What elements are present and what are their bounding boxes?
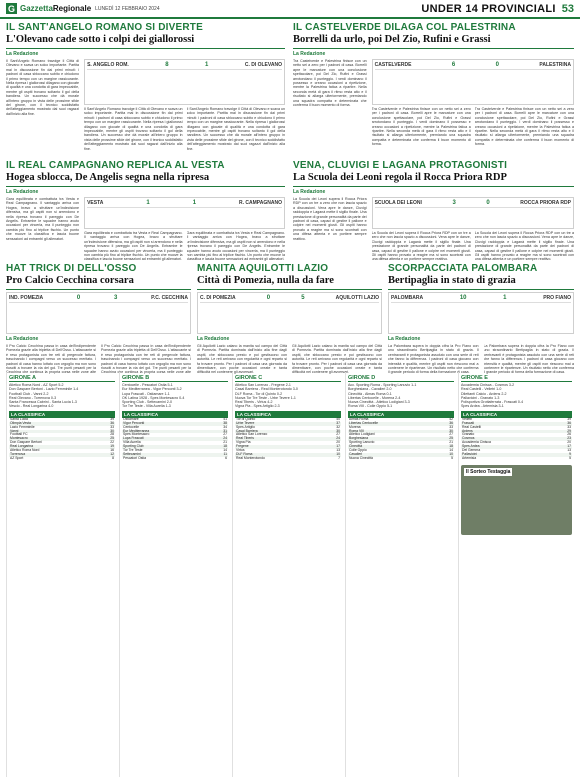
team-points: 37: [336, 420, 340, 425]
article-body: Gli Aquilotti Lazio calano la manita sul campo del Città di Pomezia. Partita dominata dall'inizio alla fine dagli ospiti, che sbloccano presto e poi gestiscono con autorità. Le reti arrivano con regolarità e ogni reparto si fa trovare pronto. Per i padroni di casa una giornata da dimenticare, con poche occasioni create e tanta difficoltà nel contenere gli avversari.: [197, 344, 287, 374]
article-author: La Redazione: [6, 189, 39, 195]
team-points: 29: [567, 428, 571, 433]
match-box: [6, 292, 191, 334]
masthead-logo[interactable]: [6, 3, 91, 14]
girone-title: GIRONE E: [461, 375, 572, 382]
team-points: 32: [336, 424, 340, 429]
team-points: 36: [110, 420, 114, 425]
article-kicker: IL CASTELVERDE DILAGA COL PALESTRINA: [293, 22, 516, 33]
result-line: Eur Mediterranea - Vigor Perconti 3-2: [122, 387, 182, 392]
team-points: 7: [338, 455, 340, 460]
home-team: IND. POMEZIA: [9, 295, 44, 301]
result-line: Libertas Centocelle - Morena 2-4: [348, 395, 401, 400]
standings-table: [348, 418, 454, 461]
team-points: 30: [110, 428, 114, 433]
home-score: 1: [146, 200, 150, 206]
away-score: 1: [205, 62, 209, 68]
article-title: Hogea sblocca, De Angelis segna nella ripresa: [6, 172, 210, 183]
team-name: Ardens: [462, 428, 473, 433]
team-points: 39: [110, 416, 114, 421]
article-body: Il Pro Calcio Cecchina passa in casa dell'Indipendente Pomezia grazie alla tripletta di Dell'Osso. L'attaccante si è reso protagonista con tre reti di pregevole fattura, trascinando i compagni verso un successo meritato. I padroni di casa hanno lottato con orgoglio ma non sono riusciti a trovare la via del gol. Tre punti pesanti per la Cecchina che continua la propria corsa nelle zone alte: [6, 344, 96, 374]
team-name: Artemisia: [462, 455, 477, 460]
girone-panel-b: [119, 372, 230, 777]
article-kicker: SCORPACCIATA PALOMBARA: [388, 263, 538, 274]
article-scuola-leoni: [293, 160, 574, 261]
team-name: Urbe Tevere: [236, 420, 255, 425]
standings-table: [122, 418, 228, 461]
team-name: Santa Lucia: [10, 416, 28, 421]
away-team: ROCCA PRIORA RDP: [520, 200, 571, 206]
team-points: 30: [449, 428, 453, 433]
team-name: Spes Ardea: [462, 444, 480, 449]
away-score: 3: [114, 295, 118, 301]
team-name: Lupa Frascati: [123, 436, 144, 441]
team-name: Almas Roma: [349, 416, 369, 421]
logo-text-2: Regionale: [52, 4, 92, 13]
home-team: SCUOLA DEI LEONI: [374, 200, 422, 206]
article-title: Borrelli da urlo, poi Del Zio, Rufini e Grassi: [293, 34, 491, 45]
team-name: Tor di Quinto: [236, 416, 256, 421]
away-score: 0: [486, 200, 490, 206]
result-line: OK Latina 1928 - Spes Montesacro 0-4: [122, 395, 185, 400]
article-author: La Redazione: [388, 336, 421, 342]
team-points: 25: [110, 436, 114, 441]
table-row: [235, 457, 341, 461]
team-points: 39: [567, 416, 571, 421]
article-vesta: [6, 160, 285, 261]
team-name: Libertas Centocelle: [349, 420, 379, 425]
team-name: Settecamini: [123, 451, 141, 456]
team-points: 25: [449, 436, 453, 441]
team-name: Football FC: [10, 432, 28, 437]
result-line: Don Gaspare Bertoni - Lazio Femminile 1-4: [9, 387, 79, 392]
article-body: Tra Castelverde e Palestrina finisce con un netto sei a zero per i padroni di casa. Borrelli apre le marcature con una conclusione spettacolare, poi Del Zio, Rufini e Grassi arrotondano il punteggio. I verdi dominano il possesso e creano occasioni a ripetizione, mentre la Palestrina fatica a ripartire. Nella seconda metà di gara il ritmo resta alto e il risultato si allarga ulteriormente, premiando una squadra compatta e determinata che conferma il buon momento di forma.: [293, 59, 367, 108]
team-name: Atletico San Lorenzo: [236, 432, 268, 437]
team-points: 31: [223, 428, 227, 433]
article-author: La Redazione: [197, 336, 230, 342]
home-score: 10: [459, 295, 467, 301]
standings-header: LA CLASSIFICA: [122, 411, 228, 418]
team-name: Torrenova: [10, 451, 26, 456]
team-points: 20: [567, 440, 571, 445]
team-points: 20: [336, 440, 340, 445]
team-points: 13: [567, 448, 571, 453]
team-points: 10: [449, 451, 453, 456]
article-author: La Redazione: [293, 51, 326, 57]
team-points: 21: [223, 440, 227, 445]
logo-text: Gazzetta: [20, 4, 53, 13]
home-team: S. ANGELO ROM.: [87, 62, 129, 68]
team-points: 27: [223, 432, 227, 437]
team-name: Cosmos: [462, 436, 475, 441]
article-body-2: Il Pro Calcio Cecchina passa in casa dell'Indipendente Pomezia grazie alla tripletta di Dell'Osso. L'attaccante si è reso protagonista con tre reti di pregevole fattura, trascinando i compagni verso un successo meritato. I padroni di casa hanno lottato con orgoglio ma non sono riusciti a trovare la via del gol. Tre punti pesanti per la Cecchina che continua la propria corsa nelle zone alte: [101, 344, 191, 374]
article-kicker: VENA, CLUVIGI E LAGANÀ PROTAGONISTI: [293, 160, 508, 171]
article-title: Città di Pomezia, nulla da fare: [197, 275, 334, 286]
article-title: Bertipaglia in stato di grazia: [388, 275, 516, 286]
team-points: 17: [336, 444, 340, 449]
article-sant-angelo: [6, 22, 285, 156]
article-body-3: La Scuola dei Leoni supera il Rocca Priora RDP con un tre a zero che non lascia spazio a discussioni. Vena apre le danze, Cluvigi raddoppia e Laganà mette il sigillo finale. Una prestazione di grande personalità da parte dei padroni di casa, capaci di gestire il pallone e colpire nei momenti giusti. Gli ospiti hanno provato a reagire ma si sono scontrati con una difesa attenta e un portiere sempre reattivo.: [474, 231, 574, 261]
article-kicker: IL SANT'ANGELO ROMANO SI DIVERTE: [6, 22, 203, 33]
results-list: [235, 383, 341, 409]
article-aquilotti: [197, 263, 382, 374]
result-line: Sporting Club - Settecamini 2-0: [122, 400, 172, 405]
team-points: 22: [110, 440, 114, 445]
home-team: C. DI POMEZIA: [200, 295, 236, 301]
team-name: Real Tiberis: [236, 436, 254, 441]
result-line: Polisportiva Grottaferrata - Frascati 0-4: [461, 400, 524, 405]
team-name: Centocelle: [123, 424, 140, 429]
result-line: Atletico Roma Nord - AZ Sport 5-2: [9, 383, 64, 387]
article-title: L'Olevano cade sotto i colpi dei giallorossi: [6, 34, 195, 45]
article-body-2: Gli Aquilotti Lazio calano la manita sul campo del Città di Pomezia. Partita dominata dall'inizio alla fine dagli ospiti, che sbloccano presto e poi gestiscono con autorità. Le reti arrivano con regolarità e ogni reparto si fa trovare pronto. Per i padroni di casa una giornata da dimenticare, con poche occasioni create e tanta difficoltà nel contenere gli avversari.: [292, 344, 382, 374]
team-points: 11: [223, 451, 227, 456]
standings-header: LA CLASSIFICA: [9, 411, 115, 418]
home-score: 0: [266, 295, 271, 301]
team-name: Cavalieri: [349, 451, 363, 456]
standings-table: [235, 418, 341, 461]
table-row: [461, 457, 572, 461]
standings-header: LA CLASSIFICA: [348, 411, 454, 418]
standings-table: [461, 418, 572, 461]
article-body-2: Tra Castelverde e Palestrina finisce con un netto sei a zero per i padroni di casa. Borrelli apre le marcature con una conclusione spettacolare, poi Del Zio, Rufini e Grassi arrotondano il punteggio. I verdi dominano il possesso e creano occasioni a ripetizione, mentre la Palestrina fatica a ripartire. Nella seconda metà di gara il ritmo resta alto e il risultato si allarga ulteriormente, premiando una squadra compatta e determinata che conferma il buon momento di forma.: [371, 107, 471, 147]
team-name: Nuova Cinecittà: [349, 455, 373, 460]
away-team: PALESTRINA: [539, 62, 571, 68]
team-name: Accademia Cinisca: [462, 440, 491, 445]
match-box: [84, 197, 285, 229]
team-points: 41: [223, 416, 227, 421]
team-points: 8: [112, 455, 114, 460]
article-palombara: [388, 263, 574, 374]
team-name: Olimpia Vesta: [10, 420, 31, 425]
away-team: R. CAMPAGNANO: [239, 200, 282, 206]
girone-title: GIRONE D: [348, 375, 454, 382]
result-line: Nuova Cinecittà - Atletico Lodigiani 3-3: [348, 400, 410, 405]
team-name: Spes Montesacro: [123, 432, 150, 437]
team-name: Pescatori Ostia: [123, 455, 146, 460]
result-line: Real Olevano - Torrenova 0-3: [9, 395, 57, 400]
home-team: VESTA: [87, 200, 104, 206]
results-list: [9, 383, 115, 409]
team-points: 27: [449, 432, 453, 437]
photo-caption: Il Sorteo Testaggia: [466, 468, 511, 475]
team-name: Roma VIII: [349, 428, 365, 433]
team-name: Cinecittà: [349, 444, 363, 449]
team-points: 24: [336, 436, 340, 441]
match-box: [197, 292, 382, 334]
article-kicker: IL REAL CAMPAGNANO REPLICA AL VESTA: [6, 160, 225, 171]
result-line: Roma VIII - Colle Oppio 5-1: [348, 404, 393, 409]
team-name: Spes Artiglio: [236, 424, 255, 429]
team-points: 28: [110, 432, 114, 437]
team-points: 33: [449, 424, 453, 429]
girone-title: GIRONE A: [9, 375, 115, 382]
article-body: La Palombara supera in doppia cifra la Pro Fiano con uno straordinario Bertipaglia in stato di grazia. Il centravanti è protagonista assoluto con una serie di reti che fanno la differenza. I padroni di casa giocano con intensità e qualità, mentre gli ospiti non riescono mai a contenere le ripartenze. Un risultato netto che conferma il grande periodo di forma della formazione di casa.: [388, 344, 479, 374]
result-line: Casal Barriera - Real Monterotondo 3-0: [235, 387, 298, 392]
team-points: 9: [569, 451, 571, 456]
result-line: Centocelle - Pescatori Ostia 5-1: [122, 383, 173, 387]
team-name: Virtus: [236, 448, 245, 453]
away-score: 0: [495, 62, 499, 68]
girone-title: GIRONE B: [122, 375, 228, 382]
result-line: Spes Ardea - Artemisia 3-1: [461, 404, 504, 409]
article-author: La Redazione: [293, 189, 326, 195]
team-name: Ostiamare: [123, 416, 139, 421]
home-team: CASTELVERDE: [374, 62, 412, 68]
girone-panel-d: [345, 372, 456, 777]
result-line: Vescio - Real Longarina 4-0: [9, 404, 54, 409]
away-team: C. DI OLEVANO: [244, 62, 282, 68]
issue-date: LUNEDÌ 12 FEBBRAIO 2024: [95, 5, 160, 12]
article-author: La Redazione: [6, 336, 39, 342]
result-line: Atletico San Lorenzo - Fregene 2-1: [235, 383, 291, 387]
result-line: Dilettanti Calcio - Ardens 2-2: [461, 391, 507, 396]
result-line: Pallavicini - Granato 1-3: [461, 395, 500, 400]
results-list: [461, 383, 572, 409]
team-points: 40: [336, 416, 340, 421]
home-team: PALOMBARA: [391, 295, 424, 301]
team-name: Del Gemma: [462, 448, 481, 453]
article-kicker: HAT TRICK DI DELL'OSSO: [6, 263, 137, 274]
girone-title: GIRONE C: [235, 375, 341, 382]
team-points: 33: [110, 424, 114, 429]
away-team: PRO FIANO: [543, 295, 571, 301]
team-points: 24: [223, 436, 227, 441]
result-line: Real Castelli - Velletri 1-0: [461, 387, 502, 392]
article-castelverde: [293, 22, 574, 156]
result-line: Cinecittà - Almas Roma 0-1: [348, 391, 392, 396]
article-body: La Scuola dei Leoni supera il Rocca Priora RDP con un tre a zero che non lascia spazio a discussioni. Vena apre le danze, Cluvigi raddoppia e Laganà mette il sigillo finale. Una prestazione di grande personalità da parte dei padroni di casa, capaci di gestire il pallone e colpire nei momenti giusti. Gli ospiti hanno provato a reagire ma si sono scontrati con una difesa attenta e un portiere sempre reattivo.: [293, 197, 367, 241]
girone-panel-a: [6, 372, 117, 777]
table-row: [9, 457, 115, 461]
result-line: Real Tiberis - Virtus 4-2: [235, 400, 273, 405]
result-line: Lupa Frascati - Ostiamare 1-1: [122, 391, 170, 396]
home-score: 8: [165, 62, 169, 68]
girone-panel-c: [232, 372, 343, 777]
team-name: Montesacro: [10, 436, 28, 441]
team-name: Morena: [349, 424, 361, 429]
team-name: Velletri: [462, 416, 473, 421]
team-name: Real Monterotondo: [236, 455, 265, 460]
article-body-2: La Scuola dei Leoni supera il Rocca Priora RDP con un tre a zero che non lascia spazio a discussioni. Vena apre le danze, Cluvigi raddoppia e Laganà mette il sigillo finale. Una prestazione di grande personalità da parte dei padroni di casa, capaci di gestire il pallone e colpire nei momenti giusti. Gli ospiti hanno provato a reagire ma si sono scontrati con una difesa attenta e un portiere sempre reattivo.: [371, 231, 471, 261]
team-points: 10: [336, 451, 340, 456]
result-line: Nuova Tor Tre Teste - Urbe Tevere 1-1: [235, 395, 296, 400]
home-score: 3: [452, 200, 456, 206]
team-name: Atletico Lodigiani: [349, 432, 375, 437]
team-name: AZ Sport: [10, 455, 24, 460]
result-line: Football Club - Vanni 2-2: [9, 391, 49, 396]
team-name: Frascati: [462, 420, 475, 425]
team-points: 19: [110, 444, 114, 449]
team-name: Casal Barriera: [236, 428, 258, 433]
team-points: 23: [567, 436, 571, 441]
team-name: Pallavicini: [462, 451, 478, 456]
article-kicker: MANITA AQUILOTTI LAZIO: [197, 263, 329, 274]
result-line: Tor Tre Teste - Villa Aurelia 1-3: [122, 404, 171, 409]
result-line: Vigna Pia - Spes Artiglio 2-3: [235, 404, 280, 409]
article-body-2: Il Sant'Angelo Romano travolge il Città di Olevano e scava un solco importante. Partita mai in discussione fin dai primi minuti: i padroni di casa sbloccano subito e chiudono il primo tempo con un margine rassicurante. Nella ripresa i giallorossi dilagano con giocate di qualità e una condotta di gara impeccabile, mentre gli ospiti trovano soltanto il gol della bandiera. Un successo che dà morale all'intero gruppo in vista delle prossime sfide del girone, con il tecnico soddisfatto dell'atteggiamento mostrato dai suoi ragazzi dall'inizio alla fine.: [84, 107, 183, 151]
table-row: [122, 457, 228, 461]
team-points: 18: [223, 444, 227, 449]
girone-panel-e: [458, 372, 574, 777]
article-cecchina: [6, 263, 191, 374]
home-score: 6: [451, 62, 456, 68]
team-points: 14: [449, 448, 453, 453]
team-name: Eur Mediterranea: [123, 428, 150, 433]
match-box: [84, 59, 285, 105]
team-name: Borghesiana: [349, 436, 369, 441]
team-points: 36: [449, 420, 453, 425]
team-points: 17: [567, 444, 571, 449]
team-name: Real Castelli: [462, 424, 482, 429]
result-line: Santa Francesca Cabrini - Santa Lucia 1-3: [9, 400, 77, 405]
team-points: 12: [110, 451, 114, 456]
standings-table: [9, 418, 115, 461]
home-score: 0: [76, 295, 81, 301]
away-score: 1: [503, 295, 507, 301]
team-points: 5: [451, 455, 453, 460]
match-box: [388, 292, 574, 334]
team-name: Villa Aurelia: [123, 440, 141, 445]
section-title: UNDER 14 PROVINCIALI: [421, 2, 556, 15]
team-points: 42: [449, 416, 453, 421]
team-name: Lazio Femminile: [10, 424, 35, 429]
team-name: Vigna Pia: [236, 440, 251, 445]
away-score: 1: [192, 200, 197, 206]
away-team: AQUILOTTI LAZIO: [335, 295, 379, 301]
team-name: Fregene: [236, 444, 249, 449]
team-points: 21: [449, 440, 453, 445]
team-points: 38: [223, 420, 227, 425]
match-box: [372, 197, 574, 229]
article-title: Pro Calcio Cecchina corsara: [6, 275, 134, 286]
team-name: Tor Tre Teste: [123, 448, 143, 453]
result-line: Acc. Sporting Roma - Sporting Lanuvio 1-1: [348, 383, 417, 387]
team-name: Vanni: [10, 428, 19, 433]
team-name: Don Gaspare Bertoni: [10, 440, 42, 445]
page-number: 53: [561, 2, 574, 15]
page-header: [0, 0, 580, 19]
team-name: Sporting Lanuvio: [349, 440, 375, 445]
article-body-2: Gara equilibrata e combattuta tra Vesta e Real Campagnano. Il vantaggio arriva con Hogea, bravo a sfruttare un'indecisione difensiva, ma gli ospiti non si arrendono e nella ripresa trovano il pareggio con De Angelis. Entrambe le squadre hanno avuto occasioni per vincerla, ma il punteggio non cambia più fino al triplice fischio. Un punto che muove la classifica e lascia buone sensazioni ad entrambi gli allenatori.: [84, 231, 183, 261]
team-points: 27: [336, 432, 340, 437]
match-box: [372, 59, 574, 105]
article-author: La Redazione: [6, 51, 39, 57]
team-points: 13: [336, 448, 340, 453]
article-body-2: La Palombara supera in doppia cifra la Pro Fiano con uno straordinario Bertipaglia in stato di grazia. Il centravanti è protagonista assoluto con una serie di reti che fanno la differenza. I padroni di casa giocano con intensità e qualità, mentre gli ospiti non riescono mai a contenere le ripartenze. Un risultato netto che conferma il grande periodo di forma della formazione di casa.: [483, 344, 574, 374]
result-line: DLF Roma - Tor di Quinto 0-2: [235, 391, 283, 396]
team-name: Sporting Club: [123, 444, 144, 449]
team-points: 16: [110, 448, 114, 453]
article-body-3: Il Sant'Angelo Romano travolge il Città di Olevano e scava un solco importante. Partita mai in discussione fin dai primi minuti: i padroni di casa sbloccano subito e chiudono il primo tempo con un margine rassicurante. Nella ripresa i giallorossi dilagano con giocate di qualità e una condotta di gara impeccabile, mentre gli ospiti trovano soltanto il gol della bandiera. Un successo che dà morale all'intero gruppo in vista delle prossime sfide del girone, con il tecnico soddisfatto dell'atteggiamento mostrato dai suoi ragazzi dall'inizio alla fine.: [186, 107, 285, 151]
article-body: Gara equilibrata e combattuta tra Vesta e Real Campagnano. Il vantaggio arriva con Hogea, bravo a sfruttare un'indecisione difensiva, ma gli ospiti non si arrendono e nella ripresa trovano il pareggio con De Angelis. Entrambe le squadre hanno avuto occasioni per vincerla, ma il punteggio non cambia più fino al triplice fischio. Un punto che muove la classifica e lascia buone sensazioni ad entrambi gli allenatori.: [6, 197, 80, 241]
team-name: Atletico Roma Nord: [10, 448, 40, 453]
standings-header: LA CLASSIFICA: [461, 411, 572, 418]
team-photo: [461, 465, 572, 535]
team-points: 34: [223, 424, 227, 429]
table-row: [348, 457, 454, 461]
team-points: 30: [336, 428, 340, 433]
team-points: 5: [569, 455, 571, 460]
article-body-3: Tra Castelverde e Palestrina finisce con un netto sei a zero per i padroni di casa. Borrelli apre le marcature con una conclusione spettacolare, poi Del Zio, Rufini e Grassi arrotondano il punteggio. I verdi dominano il possesso e creano occasioni a ripetizione, mentre la Palestrina fatica a ripartire. Nella seconda metà di gara il ritmo resta alto e il risultato si allarga ulteriormente, premiando una squadra compatta e determinata che conferma il buon momento di forma.: [474, 107, 574, 147]
result-line: Accademia Cinisca - Cosmos 3-2: [461, 383, 515, 387]
team-name: Colle Oppio: [349, 448, 367, 453]
team-name: DLF Roma: [236, 451, 253, 456]
results-list: [348, 383, 454, 409]
team-name: Real Longarina: [10, 444, 33, 449]
team-points: 14: [223, 448, 227, 453]
team-name: Granato: [462, 432, 475, 437]
team-points: 6: [225, 455, 227, 460]
team-name: Vigor Perconti: [123, 420, 145, 425]
team-points: 18: [449, 444, 453, 449]
logo-icon: G: [7, 3, 15, 14]
team-points: 36: [567, 420, 571, 425]
standings-header: LA CLASSIFICA: [235, 411, 341, 418]
team-points: 33: [567, 424, 571, 429]
away-team: P.C. CECCHINA: [151, 295, 188, 301]
article-body: Il Sant'Angelo Romano travolge il Città di Olevano e scava un solco importante. Partita mai in discussione fin dai primi minuti: i padroni di casa sbloccano subito e chiudono il primo tempo con un margine rassicurante. Nella ripresa i giallorossi dilagano con giocate di qualità e una condotta di gara impeccabile, mentre gli ospiti trovano soltanto il gol della bandiera. Un successo che dà morale all'intero gruppo in vista delle prossime sfide del girone, con il tecnico soddisfatto dell'atteggiamento mostrato dai suoi ragazzi dall'inizio alla fine.: [6, 59, 80, 116]
article-body-3: Gara equilibrata e combattuta tra Vesta e Real Campagnano. Il vantaggio arriva con Hogea, bravo a sfruttare un'indecisione difensiva, ma gli ospiti non si arrendono e nella ripresa trovano il pareggio con De Angelis. Entrambe le squadre hanno avuto occasioni per vincerla, ma il punteggio non cambia più fino al triplice fischio. Un punto che muove la classifica e lascia buone sensazioni ad entrambi gli allenatori.: [186, 231, 285, 261]
result-line: Borghesiana - Cavalieri 2-0: [348, 387, 392, 392]
team-points: 26: [567, 432, 571, 437]
away-score: 5: [301, 295, 305, 301]
article-title: La Scuola dei Leoni regola il Rocca Priora RDP: [293, 172, 507, 183]
results-list: [122, 383, 228, 409]
